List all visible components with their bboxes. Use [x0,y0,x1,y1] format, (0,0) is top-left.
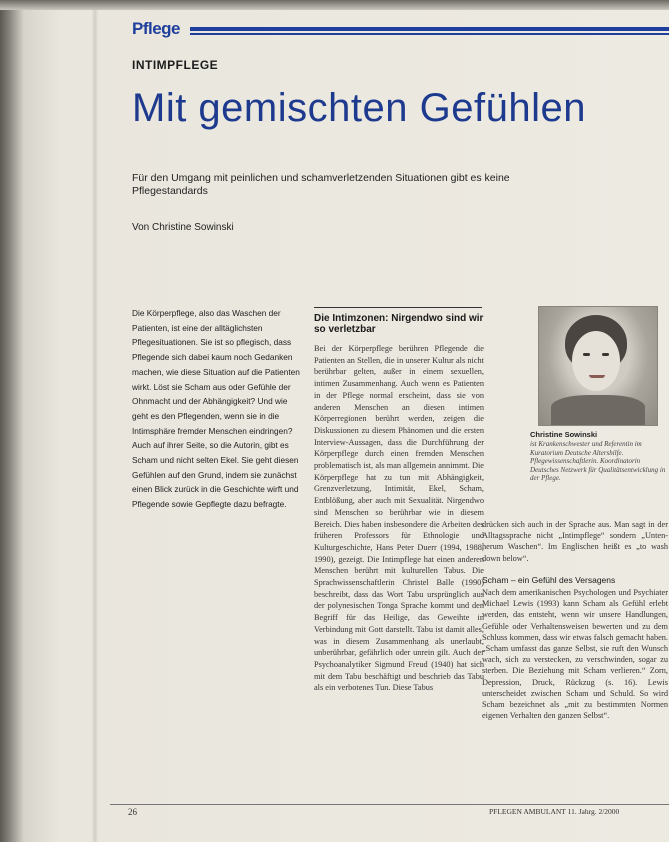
page-number: 26 [128,807,137,817]
intro-paragraph: Die Körperpflege, also das Waschen der Patienten, ist eine der alltäglichsten Pflegesituationen. Sie ist so pflegisch, dass Pflegende sich dabei kaum noch Gedanken machen, wie diese Situation auf die Patienten wirkt. Löst sie Scham aus oder Gefühle der Ohnmacht und der Abhängigkeit? Und wie geht es den Pflegenden, wenn sie in die Intimsphäre fremder Menschen eindringen? Auch auf ihrer Seite, so die Autorin, gibt es Scham und nicht selten Ekel. Sie geht diesen Gefühlen auf den Grund, indem sie zunächst einen Blick zurück in die Geschichte wirft und Pflegende sowie Gepflegte dazu befragte. [132,308,300,510]
footer-rule [110,804,669,805]
byline: Von Christine Sowinski [132,222,234,233]
photo-face [572,331,620,391]
subhead-scham: Scham – ein Gefühl des Versagens [482,575,616,585]
photo-mouth [589,375,605,378]
photo-eye-right [602,353,609,356]
photo-caption-name: Christine Sowinski [530,430,598,439]
body-column-2: Bei der Körperpflege berühren Pflegende die Patienten an Stellen, die in unserer Kultur als nicht berührbar gelten, außer in einem sexuellen, intimen Zusammenhang. Auch wenn es Patienten in der Pflege normal erscheint, dass sie von anderen Menschen an diesen intimen Körperregionen berührt werden, zeigen die Diskussionen zu diesem Phänomen und die ersten Interview-Aussagen, dass die Durchführung der Körperpflege durch einen fremden Menschen problematisch ist, als man allgemein annimmt. Die Körperpflege hat zu tun mit Abhängigkeit, Grenzverletzung, Intimität, Ekel, Scham, Entblößung, aber auch mit Sexualität. Nirgendwo sind Menschen so berührbar wie in diesem Bereich. Dies haben insbesondere die Arbeiten des früheren Professors für Ethnologie und Kulturgeschichte, Hans Peter Duerr (1994, 1988, 1990), gezeigt. Die Intimpflege hat einen anderen Menschen berührt mit kulturellen Tabus. Die Sprachwissenschaftlerin Christel Balle (1990) beschreibt, dass das Wort Tabu ursprünglich aus der polynesischen Tonga Sprache kommt und den Begriff für das Heilige, das Geweihte in Verbindung mit Gott darstellt. Tabu ist damit alles, was in diesem Zusammenhang als unerlaubt, unberührbar, gefährlich oder unrein gilt. Auch der Psychoanalytiker Sigmund Freud (1940) hat sich mit dem Tabu beschäftigt und beschrieb das Tabu als ein verbotenes Tun. Diese Tabus [314,344,484,693]
article-title: Mit gemischten Gefühlen [132,86,586,130]
section-rule [190,27,669,31]
body-column-3: Nach dem amerikanischen Psychologen und Psychiater Michael Lewis (1993) kann Scham als Gefühl erlebt werden, das entsteht, wenn wir unsere Handlungen, Gefühle oder Verhaltensweisen bewerten und zu dem Schluss kommen, dass wir etwas falsch gemacht haben. „Scham umfasst das ganze Selbst, sie ruft den Wunsch wach, sich zu verstecken, zu verschwinden, sogar zu sterben. Die Beziehung mit Scham verlieren.“ Zorn, Depression, Druck, Rückzug (s. 16). Lewis unterscheidet zwischen Scham und Schuld. So wird Scham bezeichnet als „mit zu bestimmten Normen eigenen Verhalten den ganzen Selbst“. [482,588,668,721]
lead-paragraph: Für den Umgang mit peinlichen und schamverletzenden Situationen gibt es keine Pflegestandards [132,172,510,197]
body-column-3-top: drücken sich auch in der Sprache aus. Man sagt in der Alltagssprache nicht „Intimpflege“ sondern „Unten-herum Waschen“. Im Englischen heißt es „to wash down below“. [482,520,668,563]
column-rule [314,307,482,308]
section-label: Pflege [132,19,181,38]
photo-caption-text: ist Krankenschwester und Referentin im Kuratorium Deutsche Altershilfe. Pflegewissenschaftlerin. Koordinatorin Deutsches Netzwerk für Qualitätsentwicklung in der Pflege. [530,440,666,483]
journal-footer: PFLEGEN AMBULANT 11. Jahrg. 2/2000 [489,807,620,816]
section-rule-thin [190,33,669,35]
subhead-intimzonen: Die Intimzonen: Nirgendwo sind wir so verletzbar [314,313,484,335]
author-photo [538,306,658,426]
photo-eye-left [583,353,590,356]
photo-shoulders [551,395,645,425]
page-fold [92,10,98,842]
kicker: INTIMPFLEGE [132,58,219,72]
